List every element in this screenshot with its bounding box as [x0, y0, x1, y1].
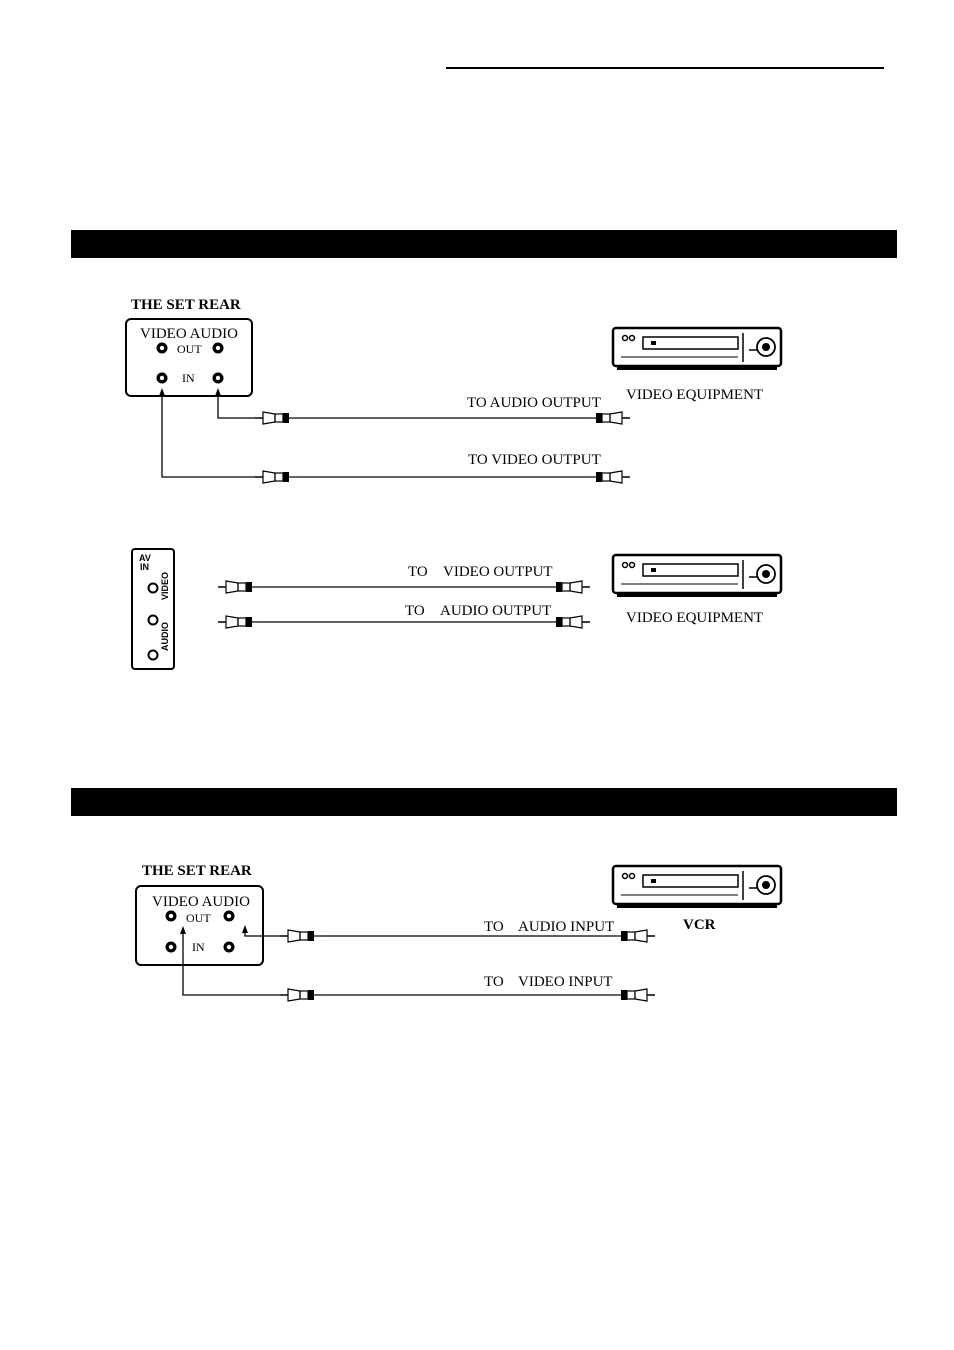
section-3 [136, 863, 781, 1001]
audio-plug-set-2 [218, 616, 260, 628]
out-label-3: OUT [186, 911, 211, 925]
video-plug-device-1 [588, 471, 630, 483]
cable-audio-label-1: TO AUDIO OUTPUT [467, 395, 601, 411]
cable-audio-label-2: AUDIO OUTPUT [440, 603, 552, 619]
av-label: AV [139, 553, 151, 563]
cable-video-label-1: TO VIDEO OUTPUT [468, 452, 601, 468]
video-in-jack-3 [166, 942, 177, 953]
video-in-jack-1 [157, 373, 168, 384]
cable-video-label-3: VIDEO INPUT [518, 974, 613, 990]
front-video-jack [149, 584, 158, 593]
vcr-icon [613, 866, 781, 908]
audio-in-jack-1 [213, 373, 224, 384]
panel-header-3: VIDEO AUDIO [152, 894, 250, 910]
panel-header-1: VIDEO AUDIO [140, 326, 238, 342]
video-equipment-icon-2 [613, 555, 781, 597]
audio-plug-device-2 [548, 616, 590, 628]
video-vertical-label: VIDEO [160, 571, 170, 600]
front-audio-jack-2 [149, 651, 158, 660]
audio-in-jack-3 [224, 942, 235, 953]
video-equipment-icon-1 [613, 328, 781, 370]
cable-video-to-2: TO [408, 564, 428, 580]
video-plug-device-3 [613, 989, 655, 1001]
video-out-jack-1 [157, 343, 168, 354]
audio-plug-device-3 [613, 930, 655, 942]
audio-plug-device-1 [588, 412, 630, 424]
section-2 [132, 549, 781, 669]
video-plug-device-2 [548, 581, 590, 593]
in-label-1: IN [182, 371, 195, 385]
audio-plug-set-1 [255, 412, 297, 424]
device-label-1: VIDEO EQUIPMENT [626, 387, 764, 403]
cable-video-to-3: TO [484, 974, 504, 990]
video-plug-set-2 [218, 581, 260, 593]
cable-audio-to-3: TO [484, 919, 504, 935]
in-label-2: IN [140, 562, 149, 572]
audio-plug-set-3 [280, 930, 322, 942]
video-plug-set-1 [255, 471, 297, 483]
cable-audio-label-3: AUDIO INPUT [518, 919, 615, 935]
audio-vertical-label: AUDIO [160, 622, 170, 651]
device-label-3: VCR [683, 917, 716, 933]
audio-out-jack-3 [224, 911, 235, 922]
video-wire-1 [162, 391, 255, 477]
section-1 [126, 297, 781, 483]
video-plug-set-3 [280, 989, 322, 1001]
set-rear-title-3: THE SET REAR [142, 863, 252, 879]
front-audio-jack-1 [149, 616, 158, 625]
cable-audio-to-2: TO [405, 603, 425, 619]
audio-out-jack-1 [213, 343, 224, 354]
out-label-1: OUT [177, 342, 202, 356]
in-label-3: IN [192, 940, 205, 954]
device-label-2: VIDEO EQUIPMENT [626, 610, 764, 626]
set-rear-title-1: THE SET REAR [131, 297, 241, 313]
video-out-jack-3 [166, 911, 177, 922]
cable-video-label-2: VIDEO OUTPUT [443, 564, 553, 580]
